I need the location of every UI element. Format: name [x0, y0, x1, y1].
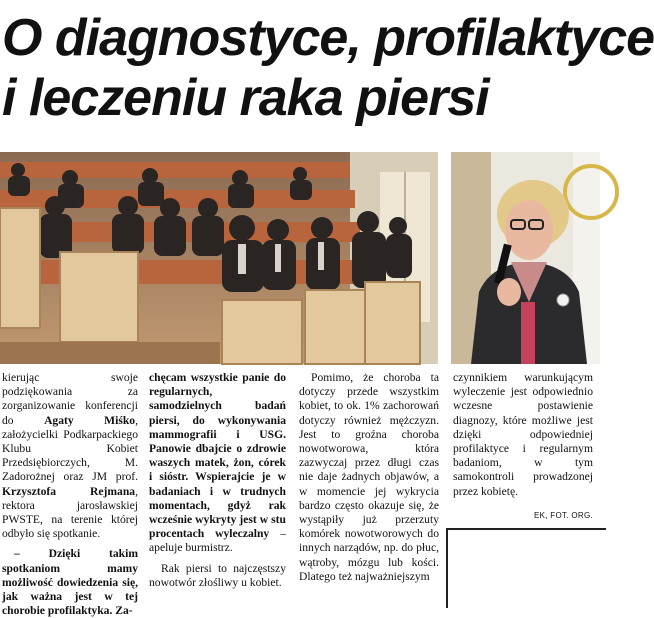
article-column-1	[2, 371, 138, 618]
text-run: – apeluje burmistrz.	[149, 527, 286, 555]
bold-text-run: Agaty Miśko	[44, 413, 136, 427]
bold-text-run: Krzysztofa Rejmana	[2, 484, 136, 498]
text-run: , założycielki Podkarpackiego Klubu Kobiet Przedsiębiorczych, M. Zadorożnej oraz JM prof.	[2, 413, 138, 484]
photo-credit: EK, FOT. ORG.	[533, 510, 593, 520]
text-run: , rektora jarosławskiej PWSTE, na terenie której odbyło się spotkanie.	[2, 484, 138, 541]
col4-paragraph-1: czynnikiem warunkującym wyleczenie jest odpowiednio wczesne postawienie diagnozy, które możliwe jest dzięki odpowiedniej profilaktyce i regularnym badaniom, w tym samokontroli prowadzonej przez kobietę.	[453, 371, 593, 498]
headline-line-2: i leczeniu raka piersi	[2, 69, 489, 127]
col1-paragraph-1	[2, 371, 138, 541]
bold-quote-run: chęcam wszystkie panie do regularnych, samodzielnych badań piersi, do wykonywania mammografii i USG. Panowie dbajcie o zdrowie waszych matek, żon, córek i sióstr. Wspierajcie je w badaniach i w trudnych momentach, gdyż rak wcześnie wykryty jest w stu procentach wyleczalny	[149, 371, 286, 541]
article-column-2	[149, 371, 286, 600]
col2-paragraph-1	[149, 371, 286, 556]
speaker-with-microphone-photo	[451, 152, 600, 364]
col1-paragraph-2	[2, 547, 138, 618]
bold-quote-run: – Dzięki takim spotkaniom mamy możliwość dowiedzenia się, jak ważna jest w tej chorobie profilaktyka. Za-	[2, 547, 138, 618]
conference-audience-photo	[0, 152, 438, 364]
article-headline	[2, 8, 654, 128]
col2-paragraph-2: Rak piersi to najczęstszy nowotwór złośliwy u kobiet.	[149, 561, 286, 589]
text-run: kierując swoje podziękowania za zorganizowanie konferencji do	[2, 371, 138, 427]
headline-line-1: O diagnostyce, profilaktyce	[2, 9, 654, 67]
adjacent-article-frame	[446, 528, 606, 608]
article-column-3	[299, 371, 439, 600]
col3-paragraph-1: Pomimo, że choroba ta dotyczy przede wszystkim kobiet, to ok. 1% zachorowań dotyczy również mężczyzn. Jest to groźna choroba nowotworowa, która zazwyczaj przez długi czas nie daje żadnych objawów, a w momencie jej wykrycia bardzo często okazuje się, że wystąpiły już przerzuty komórek nowotworowych do innych narządów, np. do płuc, wątroby, mózgu lub kości. Dlatego też najważniejszym	[299, 371, 439, 583]
